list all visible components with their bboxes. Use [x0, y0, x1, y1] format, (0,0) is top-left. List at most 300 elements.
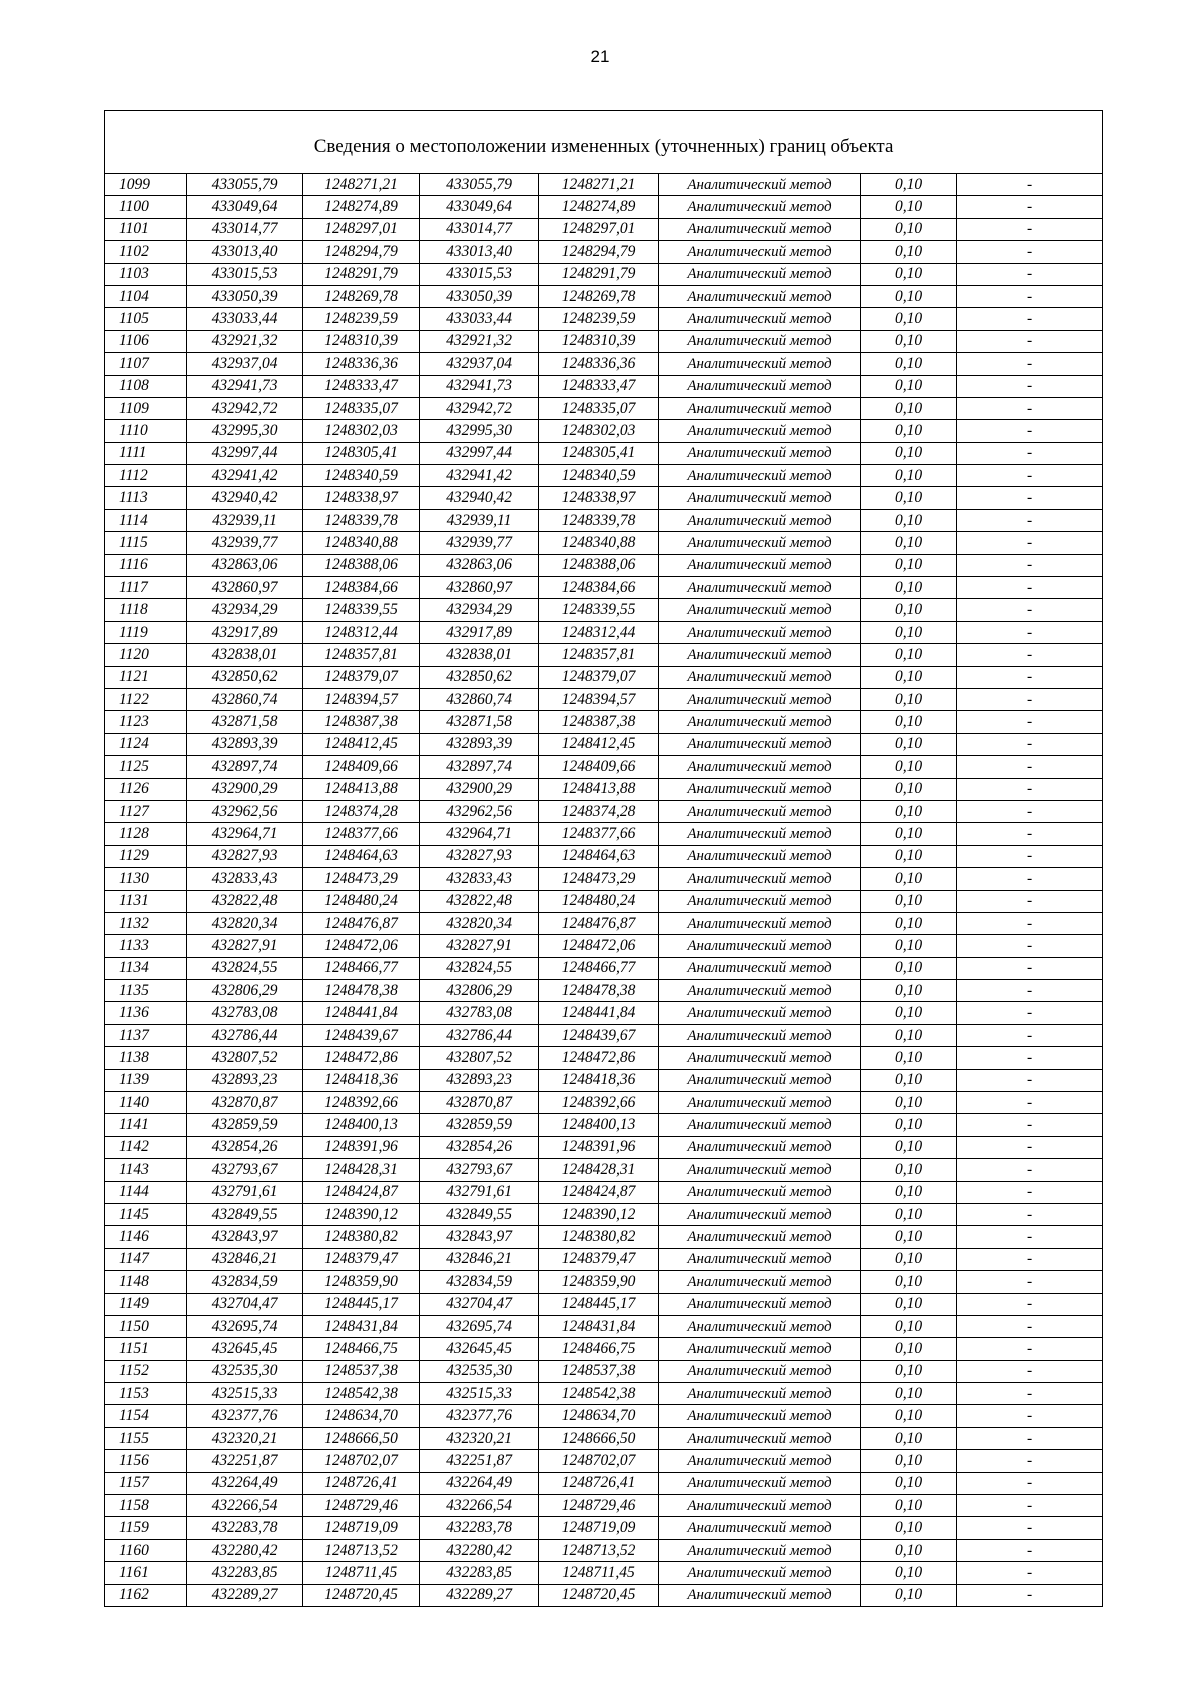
x-old-cell: 432786,44: [187, 1024, 303, 1046]
method-cell: Аналитический метод: [659, 1338, 861, 1360]
x-old-cell: 432941,73: [187, 375, 303, 397]
point-number-cell: 1114: [105, 509, 187, 531]
table-row: [105, 375, 1103, 397]
description-cell: -: [957, 375, 1103, 397]
y-old-cell: 1248634,70: [303, 1405, 420, 1427]
method-cell: Аналитический метод: [659, 1562, 861, 1584]
y-new-cell: 1248379,47: [539, 1248, 659, 1270]
description-cell: -: [957, 1338, 1103, 1360]
accuracy-cell: 0,10: [861, 1495, 957, 1517]
x-old-cell: 432871,58: [187, 711, 303, 733]
point-number-cell: 1102: [105, 241, 187, 263]
accuracy-cell: 0,10: [861, 868, 957, 890]
point-number-cell: 1103: [105, 263, 187, 285]
accuracy-cell: 0,10: [861, 420, 957, 442]
y-new-cell: 1248297,01: [539, 218, 659, 240]
y-old-cell: 1248333,47: [303, 375, 420, 397]
point-number-cell: 1149: [105, 1293, 187, 1315]
description-cell: -: [957, 1360, 1103, 1382]
y-new-cell: 1248466,77: [539, 957, 659, 979]
y-old-cell: 1248302,03: [303, 420, 420, 442]
accuracy-cell: 0,10: [861, 666, 957, 688]
point-number-cell: 1156: [105, 1450, 187, 1472]
accuracy-cell: 0,10: [861, 1315, 957, 1337]
y-new-cell: 1248729,46: [539, 1495, 659, 1517]
y-old-cell: 1248340,88: [303, 532, 420, 554]
point-number-cell: 1125: [105, 756, 187, 778]
description-cell: -: [957, 1114, 1103, 1136]
table-row: [105, 912, 1103, 934]
y-old-cell: 1248390,12: [303, 1203, 420, 1225]
x-old-cell: 432824,55: [187, 957, 303, 979]
x-old-cell: 432964,71: [187, 823, 303, 845]
table-row: [105, 1495, 1103, 1517]
x-new-cell: 432846,21: [420, 1248, 539, 1270]
x-new-cell: 432806,29: [420, 980, 539, 1002]
x-old-cell: 432917,89: [187, 621, 303, 643]
y-old-cell: 1248387,38: [303, 711, 420, 733]
accuracy-cell: 0,10: [861, 688, 957, 710]
y-new-cell: 1248335,07: [539, 397, 659, 419]
description-cell: -: [957, 1203, 1103, 1225]
method-cell: Аналитический метод: [659, 1293, 861, 1315]
table-row: [105, 1047, 1103, 1069]
point-number-cell: 1147: [105, 1248, 187, 1270]
y-new-cell: 1248291,79: [539, 263, 659, 285]
description-cell: -: [957, 174, 1103, 196]
x-new-cell: 432939,11: [420, 509, 539, 531]
x-new-cell: 432997,44: [420, 442, 539, 464]
description-cell: -: [957, 823, 1103, 845]
description-cell: -: [957, 241, 1103, 263]
y-old-cell: 1248305,41: [303, 442, 420, 464]
method-cell: Аналитический метод: [659, 957, 861, 979]
y-new-cell: 1248542,38: [539, 1383, 659, 1405]
y-new-cell: 1248472,86: [539, 1047, 659, 1069]
y-old-cell: 1248472,06: [303, 935, 420, 957]
x-old-cell: 432834,59: [187, 1271, 303, 1293]
table-row: [105, 532, 1103, 554]
y-new-cell: 1248384,66: [539, 577, 659, 599]
y-new-cell: 1248294,79: [539, 241, 659, 263]
method-cell: Аналитический метод: [659, 1203, 861, 1225]
method-cell: Аналитический метод: [659, 711, 861, 733]
y-old-cell: 1248388,06: [303, 554, 420, 576]
table-row: [105, 397, 1103, 419]
description-cell: -: [957, 1472, 1103, 1494]
accuracy-cell: 0,10: [861, 1450, 957, 1472]
x-old-cell: 433015,53: [187, 263, 303, 285]
y-new-cell: 1248400,13: [539, 1114, 659, 1136]
description-cell: -: [957, 330, 1103, 352]
table-row: [105, 1002, 1103, 1024]
accuracy-cell: 0,10: [861, 1226, 957, 1248]
method-cell: Аналитический метод: [659, 1584, 861, 1606]
accuracy-cell: 0,10: [861, 935, 957, 957]
table-row: [105, 778, 1103, 800]
method-cell: Аналитический метод: [659, 1136, 861, 1158]
table-row: [105, 980, 1103, 1002]
y-new-cell: 1248333,47: [539, 375, 659, 397]
method-cell: Аналитический метод: [659, 174, 861, 196]
table-row: [105, 1360, 1103, 1382]
point-number-cell: 1142: [105, 1136, 187, 1158]
boundary-coordinates-table: [104, 110, 1103, 1607]
x-new-cell: 432900,29: [420, 778, 539, 800]
method-cell: Аналитический метод: [659, 353, 861, 375]
accuracy-cell: 0,10: [861, 1584, 957, 1606]
description-cell: -: [957, 263, 1103, 285]
y-old-cell: 1248339,55: [303, 599, 420, 621]
method-cell: Аналитический метод: [659, 935, 861, 957]
y-old-cell: 1248409,66: [303, 756, 420, 778]
y-new-cell: 1248428,31: [539, 1159, 659, 1181]
accuracy-cell: 0,10: [861, 778, 957, 800]
accuracy-cell: 0,10: [861, 353, 957, 375]
y-old-cell: 1248269,78: [303, 285, 420, 307]
y-old-cell: 1248439,67: [303, 1024, 420, 1046]
method-cell: Аналитический метод: [659, 1472, 861, 1494]
description-cell: -: [957, 397, 1103, 419]
x-old-cell: 432820,34: [187, 912, 303, 934]
y-new-cell: 1248666,50: [539, 1427, 659, 1449]
y-new-cell: 1248473,29: [539, 868, 659, 890]
method-cell: Аналитический метод: [659, 868, 861, 890]
y-old-cell: 1248445,17: [303, 1293, 420, 1315]
accuracy-cell: 0,10: [861, 1271, 957, 1293]
accuracy-cell: 0,10: [861, 1047, 957, 1069]
x-new-cell: 432934,29: [420, 599, 539, 621]
point-number-cell: 1133: [105, 935, 187, 957]
method-cell: Аналитический метод: [659, 308, 861, 330]
x-old-cell: 432645,45: [187, 1338, 303, 1360]
accuracy-cell: 0,10: [861, 756, 957, 778]
description-cell: -: [957, 442, 1103, 464]
table-row: [105, 353, 1103, 375]
y-new-cell: 1248302,03: [539, 420, 659, 442]
page-number: 21: [590, 47, 610, 66]
table-row: [105, 1450, 1103, 1472]
y-old-cell: 1248310,39: [303, 330, 420, 352]
point-number-cell: 1109: [105, 397, 187, 419]
accuracy-cell: 0,10: [861, 800, 957, 822]
method-cell: Аналитический метод: [659, 285, 861, 307]
x-old-cell: 432921,32: [187, 330, 303, 352]
description-cell: -: [957, 644, 1103, 666]
x-new-cell: 432786,44: [420, 1024, 539, 1046]
description-cell: -: [957, 353, 1103, 375]
y-new-cell: 1248719,09: [539, 1517, 659, 1539]
description-cell: -: [957, 756, 1103, 778]
y-new-cell: 1248359,90: [539, 1271, 659, 1293]
x-new-cell: 433050,39: [420, 285, 539, 307]
point-number-cell: 1131: [105, 890, 187, 912]
y-old-cell: 1248379,47: [303, 1248, 420, 1270]
x-new-cell: 432283,85: [420, 1562, 539, 1584]
method-cell: Аналитический метод: [659, 263, 861, 285]
y-new-cell: 1248424,87: [539, 1181, 659, 1203]
y-new-cell: 1248312,44: [539, 621, 659, 643]
method-cell: Аналитический метод: [659, 1495, 861, 1517]
method-cell: Аналитический метод: [659, 1405, 861, 1427]
x-old-cell: 432807,52: [187, 1047, 303, 1069]
y-old-cell: 1248338,97: [303, 487, 420, 509]
table-row: [105, 196, 1103, 218]
table-caption: Сведения о местоположении измененных (уточненных) границ объекта: [105, 111, 1103, 174]
y-new-cell: 1248339,78: [539, 509, 659, 531]
x-old-cell: 432897,74: [187, 756, 303, 778]
accuracy-cell: 0,10: [861, 554, 957, 576]
table-row: [105, 285, 1103, 307]
y-new-cell: 1248441,84: [539, 1002, 659, 1024]
point-number-cell: 1101: [105, 218, 187, 240]
accuracy-cell: 0,10: [861, 599, 957, 621]
method-cell: Аналитический метод: [659, 465, 861, 487]
method-cell: Аналитический метод: [659, 1248, 861, 1270]
point-number-cell: 1113: [105, 487, 187, 509]
accuracy-cell: 0,10: [861, 912, 957, 934]
point-number-cell: 1159: [105, 1517, 187, 1539]
x-new-cell: 433013,40: [420, 241, 539, 263]
y-old-cell: 1248377,66: [303, 823, 420, 845]
x-old-cell: 432289,27: [187, 1584, 303, 1606]
point-number-cell: 1151: [105, 1338, 187, 1360]
x-old-cell: 432535,30: [187, 1360, 303, 1382]
accuracy-cell: 0,10: [861, 1092, 957, 1114]
y-new-cell: 1248713,52: [539, 1539, 659, 1561]
x-old-cell: 432320,21: [187, 1427, 303, 1449]
y-old-cell: 1248666,50: [303, 1427, 420, 1449]
method-cell: Аналитический метод: [659, 733, 861, 755]
accuracy-cell: 0,10: [861, 174, 957, 196]
description-cell: -: [957, 420, 1103, 442]
x-old-cell: 432515,33: [187, 1383, 303, 1405]
x-new-cell: 432783,08: [420, 1002, 539, 1024]
point-number-cell: 1143: [105, 1159, 187, 1181]
x-new-cell: 432793,67: [420, 1159, 539, 1181]
point-number-cell: 1129: [105, 845, 187, 867]
method-cell: Аналитический метод: [659, 420, 861, 442]
table-row: [105, 1226, 1103, 1248]
y-old-cell: 1248441,84: [303, 1002, 420, 1024]
x-old-cell: 432266,54: [187, 1495, 303, 1517]
point-number-cell: 1106: [105, 330, 187, 352]
description-cell: -: [957, 868, 1103, 890]
y-new-cell: 1248336,36: [539, 353, 659, 375]
y-new-cell: 1248412,45: [539, 733, 659, 755]
table-row: [105, 1315, 1103, 1337]
y-new-cell: 1248394,57: [539, 688, 659, 710]
accuracy-cell: 0,10: [861, 644, 957, 666]
table-row: [105, 1338, 1103, 1360]
x-old-cell: 432854,26: [187, 1136, 303, 1158]
description-cell: -: [957, 218, 1103, 240]
description-cell: -: [957, 1427, 1103, 1449]
table-row: [105, 174, 1103, 196]
description-cell: -: [957, 1450, 1103, 1472]
accuracy-cell: 0,10: [861, 890, 957, 912]
x-new-cell: 432870,87: [420, 1092, 539, 1114]
table-row: [105, 644, 1103, 666]
description-cell: -: [957, 1584, 1103, 1606]
x-new-cell: 432704,47: [420, 1293, 539, 1315]
x-old-cell: 432838,01: [187, 644, 303, 666]
description-cell: -: [957, 845, 1103, 867]
x-new-cell: 432515,33: [420, 1383, 539, 1405]
x-new-cell: 432824,55: [420, 957, 539, 979]
y-old-cell: 1248726,41: [303, 1472, 420, 1494]
point-number-cell: 1161: [105, 1562, 187, 1584]
x-old-cell: 432843,97: [187, 1226, 303, 1248]
y-new-cell: 1248388,06: [539, 554, 659, 576]
table-row: [105, 218, 1103, 240]
y-old-cell: 1248480,24: [303, 890, 420, 912]
y-old-cell: 1248379,07: [303, 666, 420, 688]
y-new-cell: 1248464,63: [539, 845, 659, 867]
point-number-cell: 1120: [105, 644, 187, 666]
table-row: [105, 1517, 1103, 1539]
table-row: [105, 1181, 1103, 1203]
description-cell: -: [957, 1181, 1103, 1203]
table-row: [105, 1584, 1103, 1606]
y-new-cell: 1248387,38: [539, 711, 659, 733]
table-row: [105, 1293, 1103, 1315]
point-number-cell: 1123: [105, 711, 187, 733]
y-new-cell: 1248379,07: [539, 666, 659, 688]
y-old-cell: 1248466,75: [303, 1338, 420, 1360]
x-new-cell: 432377,76: [420, 1405, 539, 1427]
y-new-cell: 1248305,41: [539, 442, 659, 464]
point-number-cell: 1155: [105, 1427, 187, 1449]
table-row: [105, 1092, 1103, 1114]
method-cell: Аналитический метод: [659, 509, 861, 531]
accuracy-cell: 0,10: [861, 285, 957, 307]
y-new-cell: 1248340,88: [539, 532, 659, 554]
point-number-cell: 1122: [105, 688, 187, 710]
x-new-cell: 432827,91: [420, 935, 539, 957]
table-row: [105, 308, 1103, 330]
description-cell: -: [957, 957, 1103, 979]
y-old-cell: 1248537,38: [303, 1360, 420, 1382]
y-old-cell: 1248391,96: [303, 1136, 420, 1158]
x-new-cell: 432849,55: [420, 1203, 539, 1225]
method-cell: Аналитический метод: [659, 1047, 861, 1069]
accuracy-cell: 0,10: [861, 218, 957, 240]
method-cell: Аналитический метод: [659, 554, 861, 576]
y-new-cell: 1248269,78: [539, 285, 659, 307]
description-cell: -: [957, 1517, 1103, 1539]
accuracy-cell: 0,10: [861, 823, 957, 845]
x-old-cell: 432940,42: [187, 487, 303, 509]
accuracy-cell: 0,10: [861, 577, 957, 599]
description-cell: -: [957, 1248, 1103, 1270]
point-number-cell: 1116: [105, 554, 187, 576]
description-cell: -: [957, 465, 1103, 487]
y-old-cell: 1248428,31: [303, 1159, 420, 1181]
accuracy-cell: 0,10: [861, 196, 957, 218]
x-new-cell: 433015,53: [420, 263, 539, 285]
y-old-cell: 1248702,07: [303, 1450, 420, 1472]
y-old-cell: 1248476,87: [303, 912, 420, 934]
x-new-cell: 432320,21: [420, 1427, 539, 1449]
description-cell: -: [957, 1562, 1103, 1584]
method-cell: Аналитический метод: [659, 1069, 861, 1091]
y-old-cell: 1248713,52: [303, 1539, 420, 1561]
x-old-cell: 432997,44: [187, 442, 303, 464]
point-number-cell: 1127: [105, 800, 187, 822]
table-row: [105, 957, 1103, 979]
y-new-cell: 1248726,41: [539, 1472, 659, 1494]
point-number-cell: 1107: [105, 353, 187, 375]
method-cell: Аналитический метод: [659, 845, 861, 867]
table-row: [105, 1136, 1103, 1158]
description-cell: -: [957, 1069, 1103, 1091]
point-number-cell: 1158: [105, 1495, 187, 1517]
accuracy-cell: 0,10: [861, 711, 957, 733]
method-cell: Аналитический метод: [659, 442, 861, 464]
method-cell: Аналитический метод: [659, 890, 861, 912]
y-new-cell: 1248409,66: [539, 756, 659, 778]
accuracy-cell: 0,10: [861, 1360, 957, 1382]
description-cell: -: [957, 1293, 1103, 1315]
y-new-cell: 1248480,24: [539, 890, 659, 912]
description-cell: -: [957, 912, 1103, 934]
description-cell: -: [957, 196, 1103, 218]
accuracy-cell: 0,10: [861, 845, 957, 867]
description-cell: -: [957, 1024, 1103, 1046]
method-cell: Аналитический метод: [659, 397, 861, 419]
table-row: [105, 487, 1103, 509]
x-new-cell: 432695,74: [420, 1315, 539, 1337]
accuracy-cell: 0,10: [861, 1293, 957, 1315]
y-old-cell: 1248384,66: [303, 577, 420, 599]
x-new-cell: 432843,97: [420, 1226, 539, 1248]
y-new-cell: 1248720,45: [539, 1584, 659, 1606]
x-old-cell: 432827,91: [187, 935, 303, 957]
description-cell: -: [957, 935, 1103, 957]
x-old-cell: 432846,21: [187, 1248, 303, 1270]
point-number-cell: 1134: [105, 957, 187, 979]
table-row: [105, 1271, 1103, 1293]
table-caption-row: [105, 111, 1103, 174]
y-new-cell: 1248392,66: [539, 1092, 659, 1114]
x-new-cell: 432280,42: [420, 1539, 539, 1561]
table-row: [105, 1159, 1103, 1181]
y-old-cell: 1248719,09: [303, 1517, 420, 1539]
description-cell: -: [957, 577, 1103, 599]
x-new-cell: 432289,27: [420, 1584, 539, 1606]
y-new-cell: 1248338,97: [539, 487, 659, 509]
x-new-cell: 433014,77: [420, 218, 539, 240]
x-old-cell: 432695,74: [187, 1315, 303, 1337]
x-old-cell: 432822,48: [187, 890, 303, 912]
x-new-cell: 432264,49: [420, 1472, 539, 1494]
x-new-cell: 432820,34: [420, 912, 539, 934]
x-old-cell: 432860,97: [187, 577, 303, 599]
x-old-cell: 432833,43: [187, 868, 303, 890]
table-row: [105, 420, 1103, 442]
accuracy-cell: 0,10: [861, 1383, 957, 1405]
accuracy-cell: 0,10: [861, 509, 957, 531]
point-number-cell: 1146: [105, 1226, 187, 1248]
description-cell: -: [957, 778, 1103, 800]
table-row: [105, 599, 1103, 621]
y-new-cell: 1248478,38: [539, 980, 659, 1002]
x-new-cell: 432834,59: [420, 1271, 539, 1293]
table-row: [105, 1024, 1103, 1046]
y-old-cell: 1248335,07: [303, 397, 420, 419]
method-cell: Аналитический метод: [659, 912, 861, 934]
